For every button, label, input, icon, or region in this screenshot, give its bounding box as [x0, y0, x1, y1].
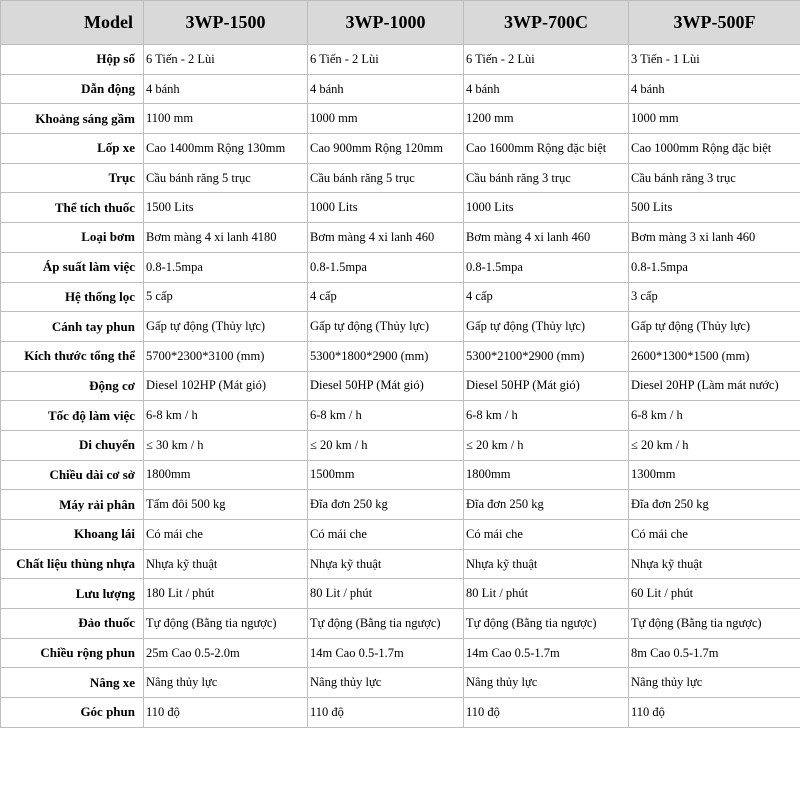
table-cell: 1000 Lits: [464, 193, 629, 223]
table-cell: 8m Cao 0.5-1.7m: [629, 638, 800, 668]
table-cell: 180 Lit / phút: [144, 579, 308, 609]
table-cell: 110 độ: [464, 698, 629, 728]
table-cell: Nhựa kỹ thuật: [464, 549, 629, 579]
row-label: Chất liệu thùng nhựa: [1, 549, 144, 579]
table-cell: 1800mm: [144, 460, 308, 490]
table-cell: 1000 mm: [629, 104, 800, 134]
row-label: Nâng xe: [1, 668, 144, 698]
table-cell: Diesel 50HP (Mát gió): [464, 371, 629, 401]
table-cell: 1500 Lits: [144, 193, 308, 223]
row-label: Di chuyển: [1, 430, 144, 460]
table-cell: Bơm màng 4 xi lanh 4180: [144, 223, 308, 253]
row-label: Tốc độ làm việc: [1, 401, 144, 431]
table-cell: 1800mm: [464, 460, 629, 490]
table-row: [1, 668, 800, 698]
table-row: [1, 223, 800, 253]
table-cell: 14m Cao 0.5-1.7m: [464, 638, 629, 668]
table-cell: Cầu bánh răng 3 trục: [629, 163, 800, 193]
table-cell: Bơm màng 4 xi lanh 460: [464, 223, 629, 253]
row-label: Khoang lái: [1, 520, 144, 550]
table-cell: 4 bánh: [308, 74, 464, 104]
header-model-1: 3WP-1500: [144, 1, 308, 45]
table-cell: 110 độ: [629, 698, 800, 728]
row-label: Góc phun: [1, 698, 144, 728]
table-row: [1, 134, 800, 164]
table-row: [1, 371, 800, 401]
row-label: Khoảng sáng gầm: [1, 104, 144, 134]
table-cell: 6 Tiến - 2 Lùi: [144, 45, 308, 75]
table-cell: 6-8 km / h: [629, 401, 800, 431]
row-label: Dẫn động: [1, 74, 144, 104]
table-row: [1, 698, 800, 728]
table-row: [1, 490, 800, 520]
table-row: [1, 520, 800, 550]
table-cell: Bơm màng 3 xi lanh 460: [629, 223, 800, 253]
table-row: [1, 401, 800, 431]
table-cell: Có mái che: [308, 520, 464, 550]
header-model-4: 3WP-500F: [629, 1, 800, 45]
table-cell: Tấm đôi 500 kg: [144, 490, 308, 520]
table-cell: 1000 mm: [308, 104, 464, 134]
table-cell: 0.8-1.5mpa: [308, 252, 464, 282]
table-cell: Nâng thủy lực: [464, 668, 629, 698]
table-cell: Gấp tự động (Thủy lực): [464, 312, 629, 342]
table-cell: 5300*2100*2900 (mm): [464, 341, 629, 371]
table-row: [1, 252, 800, 282]
table-row: [1, 460, 800, 490]
table-row: [1, 579, 800, 609]
table-cell: 4 bánh: [464, 74, 629, 104]
table-cell: 80 Lit / phút: [464, 579, 629, 609]
table-cell: 1200 mm: [464, 104, 629, 134]
table-cell: 3 cấp: [629, 282, 800, 312]
table-cell: 110 độ: [144, 698, 308, 728]
table-cell: 80 Lit / phút: [308, 579, 464, 609]
row-label: Động cơ: [1, 371, 144, 401]
row-label: Đảo thuốc: [1, 609, 144, 639]
table-cell: Nâng thủy lực: [629, 668, 800, 698]
table-cell: Tự động (Bằng tia ngược): [144, 609, 308, 639]
row-label: Áp suất làm việc: [1, 252, 144, 282]
table-cell: 4 bánh: [144, 74, 308, 104]
table-cell: 0.8-1.5mpa: [629, 252, 800, 282]
row-label: Thể tích thuốc: [1, 193, 144, 223]
table-cell: 110 độ: [308, 698, 464, 728]
table-cell: ≤ 20 km / h: [464, 430, 629, 460]
row-label: Cánh tay phun: [1, 312, 144, 342]
table-row: [1, 549, 800, 579]
table-cell: Đĩa đơn 250 kg: [464, 490, 629, 520]
table-row: [1, 163, 800, 193]
table-cell: Cầu bánh răng 5 trục: [308, 163, 464, 193]
table-cell: 6 Tiến - 2 Lùi: [308, 45, 464, 75]
table-row: [1, 430, 800, 460]
table-body: [1, 45, 800, 728]
table-cell: 500 Lits: [629, 193, 800, 223]
row-label: Lưu lượng: [1, 579, 144, 609]
table-cell: Có mái che: [629, 520, 800, 550]
table-cell: 6-8 km / h: [308, 401, 464, 431]
table-cell: Tự động (Bằng tia ngược): [308, 609, 464, 639]
table-cell: 1000 Lits: [308, 193, 464, 223]
row-label: Hộp số: [1, 45, 144, 75]
table-cell: 2600*1300*1500 (mm): [629, 341, 800, 371]
table-cell: Cao 900mm Rộng 120mm: [308, 134, 464, 164]
table-cell: 5300*1800*2900 (mm): [308, 341, 464, 371]
table-cell: 1300mm: [629, 460, 800, 490]
table-cell: Cầu bánh răng 5 trục: [144, 163, 308, 193]
table-cell: 25m Cao 0.5-2.0m: [144, 638, 308, 668]
table-cell: Diesel 50HP (Mát gió): [308, 371, 464, 401]
table-cell: 5700*2300*3100 (mm): [144, 341, 308, 371]
table-cell: 6 Tiến - 2 Lùi: [464, 45, 629, 75]
table-cell: 6-8 km / h: [144, 401, 308, 431]
table-cell: 0.8-1.5mpa: [464, 252, 629, 282]
table-cell: Cao 1400mm Rộng 130mm: [144, 134, 308, 164]
table-cell: Cầu bánh răng 3 trục: [464, 163, 629, 193]
table-cell: 1100 mm: [144, 104, 308, 134]
table-row: [1, 341, 800, 371]
table-cell: ≤ 30 km / h: [144, 430, 308, 460]
table-row: [1, 104, 800, 134]
header-model-3: 3WP-700C: [464, 1, 629, 45]
table-cell: Cao 1000mm Rộng đặc biệt: [629, 134, 800, 164]
table-cell: 6-8 km / h: [464, 401, 629, 431]
table-cell: ≤ 20 km / h: [629, 430, 800, 460]
table-cell: Có mái che: [464, 520, 629, 550]
table-cell: ≤ 20 km / h: [308, 430, 464, 460]
table-cell: Tự động (Bằng tia ngược): [464, 609, 629, 639]
row-label: Lốp xe: [1, 134, 144, 164]
table-cell: Nâng thủy lực: [308, 668, 464, 698]
table-cell: Nâng thủy lực: [144, 668, 308, 698]
table-cell: 60 Lit / phút: [629, 579, 800, 609]
row-label: Hệ thống lọc: [1, 282, 144, 312]
table-row: [1, 312, 800, 342]
table-row: [1, 282, 800, 312]
header-model-label: Model: [1, 1, 144, 45]
table-cell: 5 cấp: [144, 282, 308, 312]
table-cell: Nhựa kỹ thuật: [144, 549, 308, 579]
table-cell: Nhựa kỹ thuật: [629, 549, 800, 579]
table-cell: Nhựa kỹ thuật: [308, 549, 464, 579]
table-row: [1, 609, 800, 639]
table-cell: Gấp tự động (Thủy lực): [629, 312, 800, 342]
table-cell: Diesel 102HP (Mát gió): [144, 371, 308, 401]
table-cell: 3 Tiến - 1 Lùi: [629, 45, 800, 75]
table-cell: Gấp tự động (Thủy lực): [144, 312, 308, 342]
table-row: [1, 638, 800, 668]
table-cell: Đĩa đơn 250 kg: [308, 490, 464, 520]
table-header: [1, 1, 800, 45]
table-cell: 14m Cao 0.5-1.7m: [308, 638, 464, 668]
table-cell: Diesel 20HP (Làm mát nước): [629, 371, 800, 401]
table-cell: 1500mm: [308, 460, 464, 490]
row-label: Chiều rộng phun: [1, 638, 144, 668]
table-cell: 4 cấp: [464, 282, 629, 312]
row-label: Máy rải phân: [1, 490, 144, 520]
table-cell: Cao 1600mm Rộng đặc biệt: [464, 134, 629, 164]
row-label: Chiều dài cơ sở: [1, 460, 144, 490]
row-label: Kích thước tổng thể: [1, 341, 144, 371]
table-row: [1, 45, 800, 75]
table-row: [1, 193, 800, 223]
table-cell: Gấp tự động (Thủy lực): [308, 312, 464, 342]
row-label: Trục: [1, 163, 144, 193]
header-model-2: 3WP-1000: [308, 1, 464, 45]
table-cell: Đĩa đơn 250 kg: [629, 490, 800, 520]
table-cell: Có mái che: [144, 520, 308, 550]
table-cell: 0.8-1.5mpa: [144, 252, 308, 282]
header-row: [1, 1, 800, 45]
table-cell: Bơm màng 4 xi lanh 460: [308, 223, 464, 253]
row-label: Loại bơm: [1, 223, 144, 253]
table-cell: 4 bánh: [629, 74, 800, 104]
table-cell: Tự động (Bằng tia ngược): [629, 609, 800, 639]
table-row: [1, 74, 800, 104]
table-cell: 4 cấp: [308, 282, 464, 312]
